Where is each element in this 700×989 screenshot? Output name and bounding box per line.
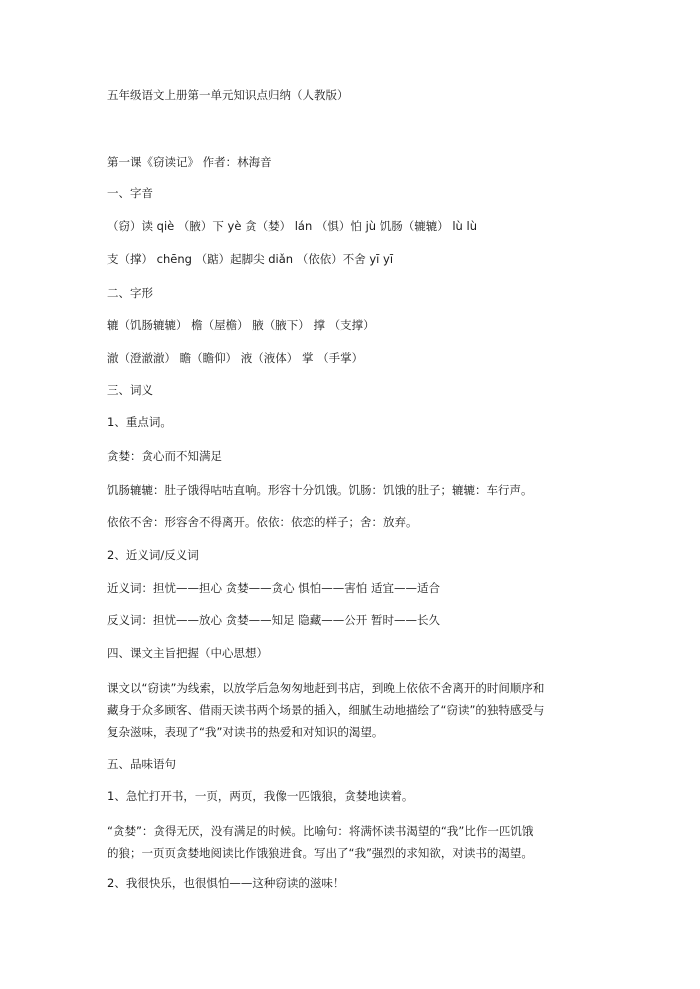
pronunciation-line-1: （窃）读 qiè （腋）下 yè 贪（婪） lán （惧）怕 jù 饥肠（辘辘） lù lù	[107, 219, 477, 233]
theme-paragraph	[107, 677, 602, 743]
sentence-1-explanation	[107, 820, 602, 864]
definition-1: 贪婪：贪心而不知满足	[107, 449, 222, 463]
section-heading-theme: 四、课文主旨把握（中心思想）	[107, 646, 268, 660]
synonyms-line: 近义词：担忧——担心 贪婪——贪心 惧怕——害怕 适宜——适合	[107, 581, 440, 595]
section-heading-sentences: 五、品味语句	[107, 757, 176, 771]
sentence-1: 1、急忙打开书，一页，两页，我像一匹饿狼，贪婪地读着。	[107, 789, 414, 803]
theme-line-2: 藏身于众多顾客、借雨天读书两个场景的插入，细腻生动地描绘了“窃读”的独特感受与	[107, 703, 545, 717]
document-title: 五年级语文上册第一单元知识点归纳（人教版）	[107, 88, 349, 102]
theme-line-1: 课文以“窃读”为线索，以放学后急匆匆地赶到书店，到晚上依依不舍离开的时间顺序和	[107, 681, 545, 695]
pronunciation-line-2: 支（撑） chēng （踮）起脚尖 diǎn （依依）不舍 yī yī	[107, 252, 394, 266]
section-heading-glyphs: 二、字形	[107, 286, 153, 300]
theme-line-3: 复杂滋味，表现了“我”对读书的热爱和对知识的渴望。	[107, 725, 384, 739]
section-heading-vocabulary: 三、词义	[107, 383, 153, 397]
sentence-2: 2、我很快乐，也很惧怕——这种窃读的滋味！	[107, 876, 345, 890]
section-heading-pronunciation: 一、字音	[107, 186, 153, 200]
definition-2: 饥肠辘辘：肚子饿得咕咕直响。形容十分饥饿。饥肠：饥饿的肚子；辘辘：车行声。	[107, 483, 533, 497]
explanation-line-1: “贪婪”：贪得无厌，没有满足的时候。比喻句：将满怀读书渴望的“我”比作一匹饥饿	[107, 824, 534, 838]
key-words-label: 1、重点词。	[107, 415, 172, 429]
definition-3: 依依不舍：形容舍不得离开。依依：依恋的样子；舍：放弃。	[107, 515, 418, 529]
glyph-line-2: 澈（澄澈澈） 瞻（瞻仰） 液（液体） 掌 （手掌）	[107, 351, 364, 365]
antonyms-line: 反义词：担忧——放心 贪婪——知足 隐藏——公开 暂时——长久	[107, 613, 440, 627]
glyph-line-1: 辘（饥肠辘辘） 檐（屋檐） 腋（腋下） 撑 （支撑）	[107, 318, 375, 332]
explanation-line-2: 的狼；一页页贪婪地阅读比作饿狼进食。写出了“我”强烈的求知欲，对读书的渴望。	[107, 846, 533, 860]
synonym-antonym-label: 2、近义词/反义词	[107, 548, 199, 562]
lesson-heading: 第一课《窃读记》 作者：林海音	[107, 155, 272, 169]
